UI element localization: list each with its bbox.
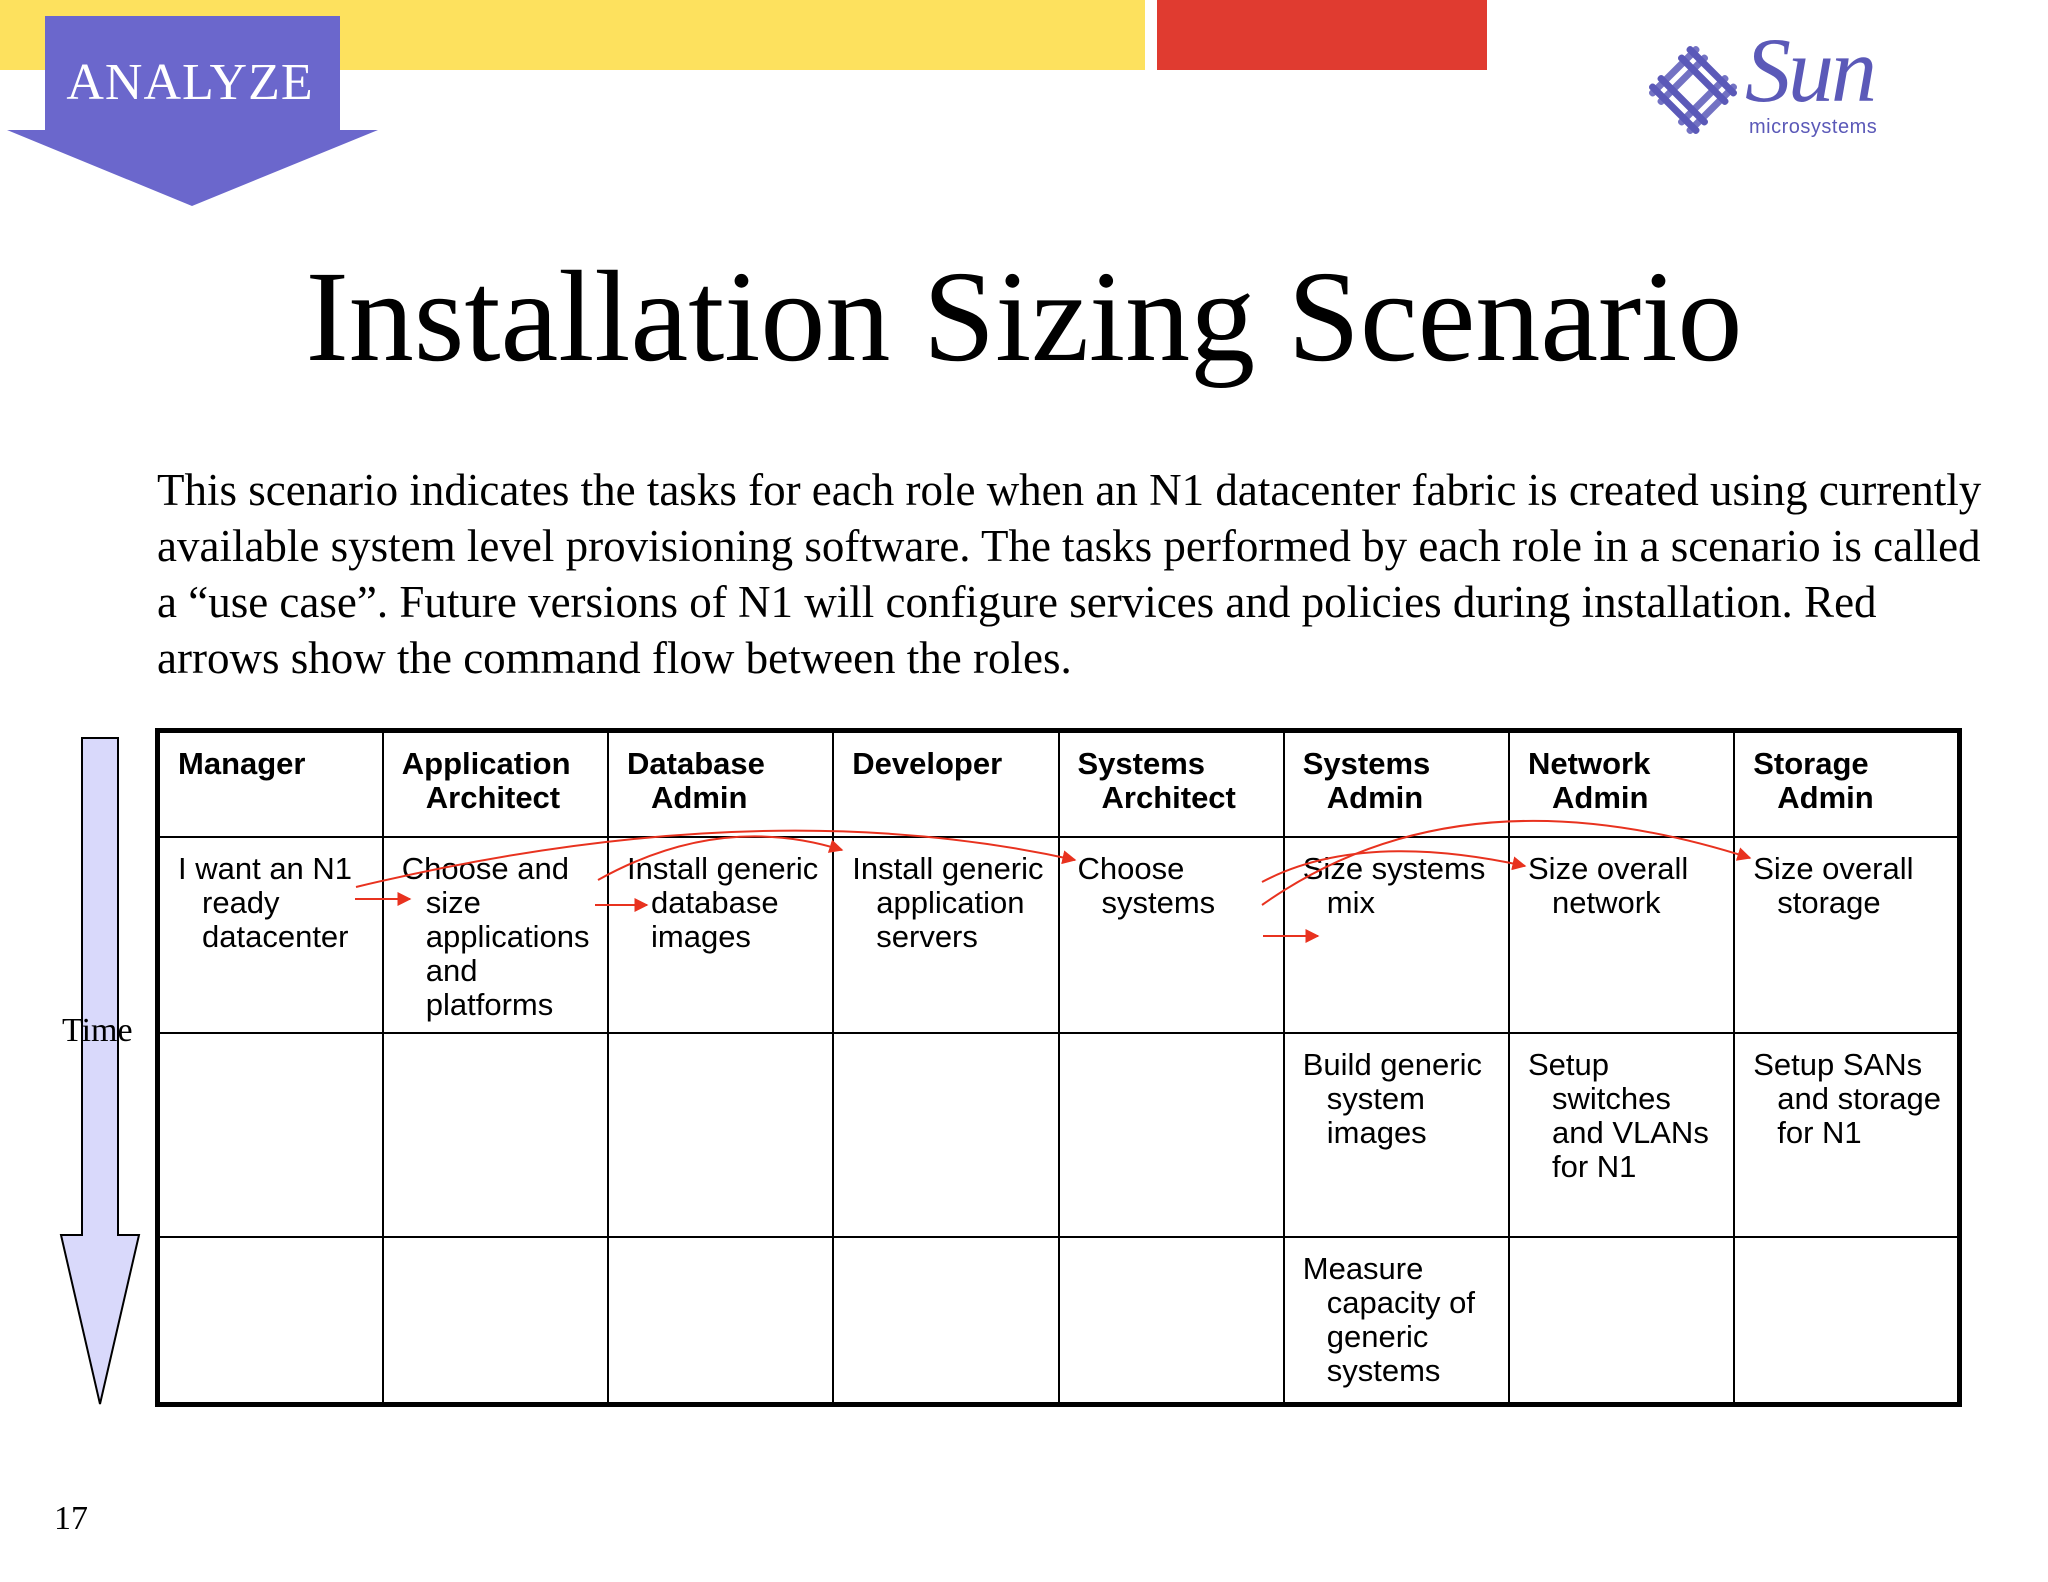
slide-title: Installation Sizing Scenario xyxy=(305,245,1743,389)
header-cell: Network Admin xyxy=(1509,731,1734,838)
table-cell: Setup SANs and storage for N1 xyxy=(1734,1033,1959,1237)
table-cell: Install generic database images xyxy=(608,837,833,1033)
header-cell: Manager xyxy=(158,731,383,838)
sun-logo xyxy=(1645,19,1905,142)
logo-word: Sun xyxy=(1745,19,1874,121)
table-cell: Choose and size applications and platforms xyxy=(383,837,608,1033)
header-cell: Database Admin xyxy=(608,731,833,838)
table-cell xyxy=(1059,1033,1284,1237)
table-cell: Install generic application servers xyxy=(833,837,1058,1033)
time-arrow-icon xyxy=(55,732,155,1412)
table-cell xyxy=(833,1237,1058,1405)
table-cell xyxy=(608,1237,833,1405)
table-cell xyxy=(833,1033,1058,1237)
table-cell: I want an N1 ready datacenter xyxy=(158,837,383,1033)
table-cell: Choose systems xyxy=(1059,837,1284,1033)
table-row xyxy=(158,837,1960,1033)
logo-subtitle: microsystems xyxy=(1749,116,1878,138)
table-cell xyxy=(1059,1237,1284,1405)
table-cell xyxy=(383,1033,608,1237)
header-bar-gap xyxy=(1145,0,1157,70)
table-cell: Measure capacity of generic systems xyxy=(1284,1237,1509,1405)
header-red-bar xyxy=(1157,0,1487,70)
header-cell: Systems Admin xyxy=(1284,731,1509,838)
table-cell: Build generic system images xyxy=(1284,1033,1509,1237)
roles-table xyxy=(155,728,1962,1407)
table-row xyxy=(158,1237,1960,1405)
table-cell xyxy=(383,1237,608,1405)
header-cell: Storage Admin xyxy=(1734,731,1959,838)
table-cell: Size overall storage xyxy=(1734,837,1959,1033)
header-cell: Developer xyxy=(833,731,1058,838)
section-label: ANALYZE xyxy=(66,54,314,111)
slide-description: This scenario indicates the tasks for each role when an N1 datacenter fabric is created using currently available system level provisioning software. The tasks performed by each role in a scenario is called a “use case”. Future versions of N1 will configure services and policies during installation. Red arrows show the command flow between the roles. xyxy=(157,465,1982,683)
sun-logo-mark-icon xyxy=(1645,42,1745,142)
table-cell xyxy=(608,1033,833,1237)
table-cell xyxy=(1509,1237,1734,1405)
table-cell: Size systems mix xyxy=(1284,837,1509,1033)
table-cell xyxy=(158,1033,383,1237)
time-label: Time xyxy=(62,1012,133,1049)
table-cell xyxy=(1734,1237,1959,1405)
table-cell xyxy=(158,1237,383,1405)
table-row xyxy=(158,1033,1960,1237)
page-number: 17 xyxy=(54,1500,88,1537)
table-cell: Size overall network xyxy=(1509,837,1734,1033)
header-cell: Application Architect xyxy=(383,731,608,838)
table-cell: Setup switches and VLANs for N1 xyxy=(1509,1033,1734,1237)
header-cell: Systems Architect xyxy=(1059,731,1284,838)
header-row xyxy=(158,731,1960,838)
